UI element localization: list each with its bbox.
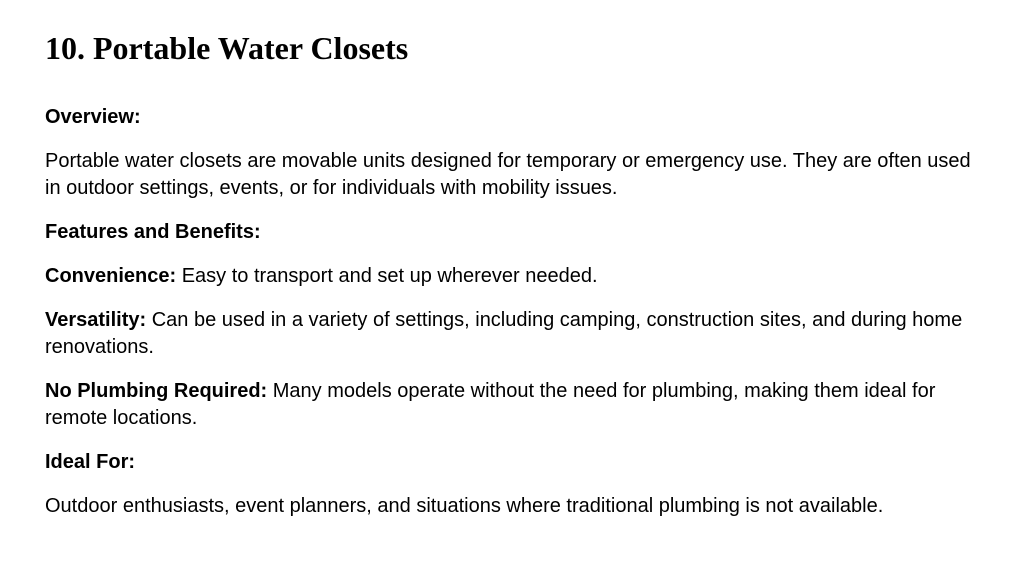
- feature-text: Easy to transport and set up wherever needed.: [176, 265, 598, 287]
- feature-versatility: [45, 307, 984, 361]
- feature-label: Convenience:: [45, 265, 177, 287]
- ideal-for-heading: Ideal For:: [45, 451, 136, 473]
- features-heading: Features and Benefits:: [45, 221, 261, 243]
- ideal-for-text: Outdoor enthusiasts, event planners, and situations where traditional plumbing is not available.: [45, 495, 884, 517]
- feature-text: Many models operate without the need for plumbing, making them ideal for remote locations.: [45, 380, 936, 429]
- overview-heading: Overview:: [45, 106, 141, 128]
- feature-text: Can be used in a variety of settings, including camping, construction sites, and during home renovations.: [45, 309, 963, 358]
- feature-label: No Plumbing Required:: [45, 380, 268, 402]
- overview-text: Portable water closets are movable units designed for temporary or emergency use. They are often used in outdoor settings, events, or for individuals with mobility issues.: [45, 150, 971, 199]
- feature-convenience: [45, 263, 984, 290]
- page-title: 10. Portable Water Closets: [45, 30, 409, 66]
- feature-label: Versatility:: [45, 309, 147, 331]
- feature-no-plumbing: [45, 378, 984, 432]
